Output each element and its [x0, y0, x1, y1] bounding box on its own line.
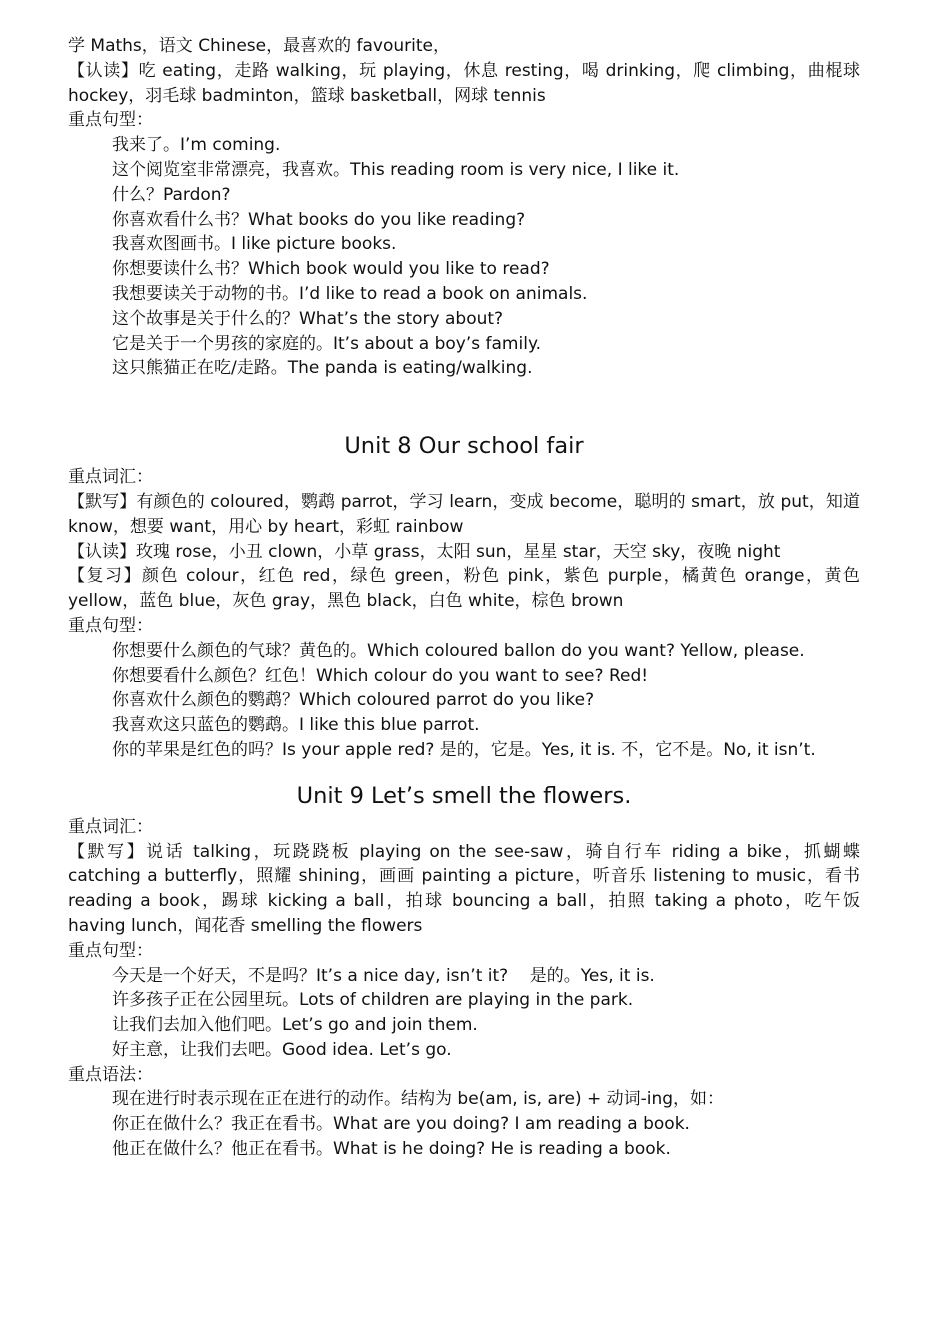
sentence-list: [68, 133, 860, 381]
unit8-title: Unit 8 Our school fair: [344, 433, 584, 460]
sentence-item: 让我们去加入他们吧。Let’s go and join them.: [112, 1015, 478, 1036]
sentence-item: 你想要什么颜色的气球？黄色的。Which coloured ballon do you want? Yellow, please.: [112, 640, 805, 661]
grammar-item: 现在进行时表示现在正在进行的动作。结构为 be(am, is, are) + 动词-ing，如：: [112, 1089, 725, 1110]
unit8-vocab-heading: 重点词汇：: [68, 467, 153, 488]
grammar-item: 他正在做什么？他正在看书。What is he doing? He is reading a book.: [112, 1139, 671, 1160]
sentence-item: 什么？Pardon?: [112, 184, 231, 205]
unit9-sentences-heading: 重点句型：: [68, 940, 153, 961]
sentence-item: 我想要读关于动物的书。I’d like to read a book on animals.: [112, 283, 588, 304]
vocab-line: 学 Maths，语文 Chinese，最喜欢的 favourite，: [68, 36, 450, 56]
sentence-item: 它是关于一个男孩的家庭的。It’s about a boy’s family.: [112, 333, 541, 354]
sentence-item: 你喜欢什么颜色的鹦鹉？Which coloured parrot do you like?: [112, 690, 595, 711]
sentence-item: 你想要读什么书？Which book would you like to read?: [112, 259, 550, 280]
unit9-grammar-list: [68, 1087, 860, 1161]
unit9-dictation-words: 【默写】说话 talking，玩跷跷板 playing on the see-saw，骑自行车 riding a bike，抓蝴蝶 catching a butterfly，照耀 shining，画画 painting a picture，听音乐 listening to music，看书 reading a book，踢球 kicking a ball，拍球 bouncing a ball，拍照 taking a photo，吃午饭 having lunch，闻花香 smelling the flowers: [68, 841, 860, 936]
sentence-item: 我来了。I’m coming.: [112, 135, 281, 156]
unit9-vocab-heading: 重点词汇：: [68, 816, 153, 837]
document-page: [68, 34, 860, 1162]
sentence-item: 你的苹果是红色的吗？Is your apple red? 是的，它是。Yes, it is. 不，它不是。No, it isn’t.: [112, 739, 816, 760]
unit8-review-words: 【复习】颜色 colour，红色 red，绿色 green，粉色 pink，紫色 purple，橘黄色 orange，黄色 yellow，蓝色 blue，灰色 gray，黑色 black，白色 white，棕色 brown: [68, 566, 860, 612]
sentence-item: 这只熊猫正在吃/走路。The panda is eating/walking.: [112, 358, 533, 379]
unit9-grammar-heading: 重点语法：: [68, 1064, 153, 1085]
sentence-item: 许多孩子正在公园里玩。Lots of children are playing in the park.: [112, 990, 634, 1011]
sentence-item: 你想要看什么颜色？红色！Which colour do you want to see? Red!: [112, 665, 649, 686]
sentence-item: 这个故事是关于什么的？What’s the story about?: [112, 308, 504, 329]
grammar-item: 你正在做什么？我正在看书。What are you doing? I am reading a book.: [112, 1114, 690, 1135]
sentence-item: 好主意，让我们去吧。Good idea. Let’s go.: [112, 1039, 452, 1060]
sentence-item: 我喜欢这只蓝色的鹦鹉。I like this blue parrot.: [112, 715, 480, 736]
unit8-sentences-heading: 重点句型：: [68, 615, 153, 636]
unit8-dictation-words: 【默写】有颜色的 coloured，鹦鹉 parrot，学习 learn，变成 become，聪明的 smart，放 put，知道 know，想要 want，用心 by heart，彩虹 rainbow: [68, 491, 860, 537]
unit8-recognize-words: 【认读】玫瑰 rose，小丑 clown，小草 grass，太阳 sun，星星 star，天空 sky，夜晚 night: [68, 541, 781, 562]
sentence-item: 今天是一个好天，不是吗？It’s a nice day, isn’t it? 是的。Yes, it is.: [112, 965, 655, 986]
sentence-item: 你喜欢看什么书？What books do you like reading?: [112, 209, 526, 230]
sentence-item: 我喜欢图画书。I like picture books.: [112, 234, 397, 255]
sentence-item: 这个阅览室非常漂亮，我喜欢。This reading room is very nice, I like it.: [112, 159, 680, 180]
sentences-heading: 重点句型：: [68, 110, 153, 131]
recognize-words: 【认读】吃 eating，走路 walking，玩 playing，休息 resting，喝 drinking，爬 climbing，曲棍球 hockey，羽毛球 badminton，篮球 basketball，网球 tennis: [68, 60, 860, 106]
unit9-sentence-list: [68, 964, 860, 1063]
unit9-title: Unit 9 Let’s smell the flowers.: [296, 782, 632, 809]
unit8-sentence-list: [68, 639, 860, 763]
